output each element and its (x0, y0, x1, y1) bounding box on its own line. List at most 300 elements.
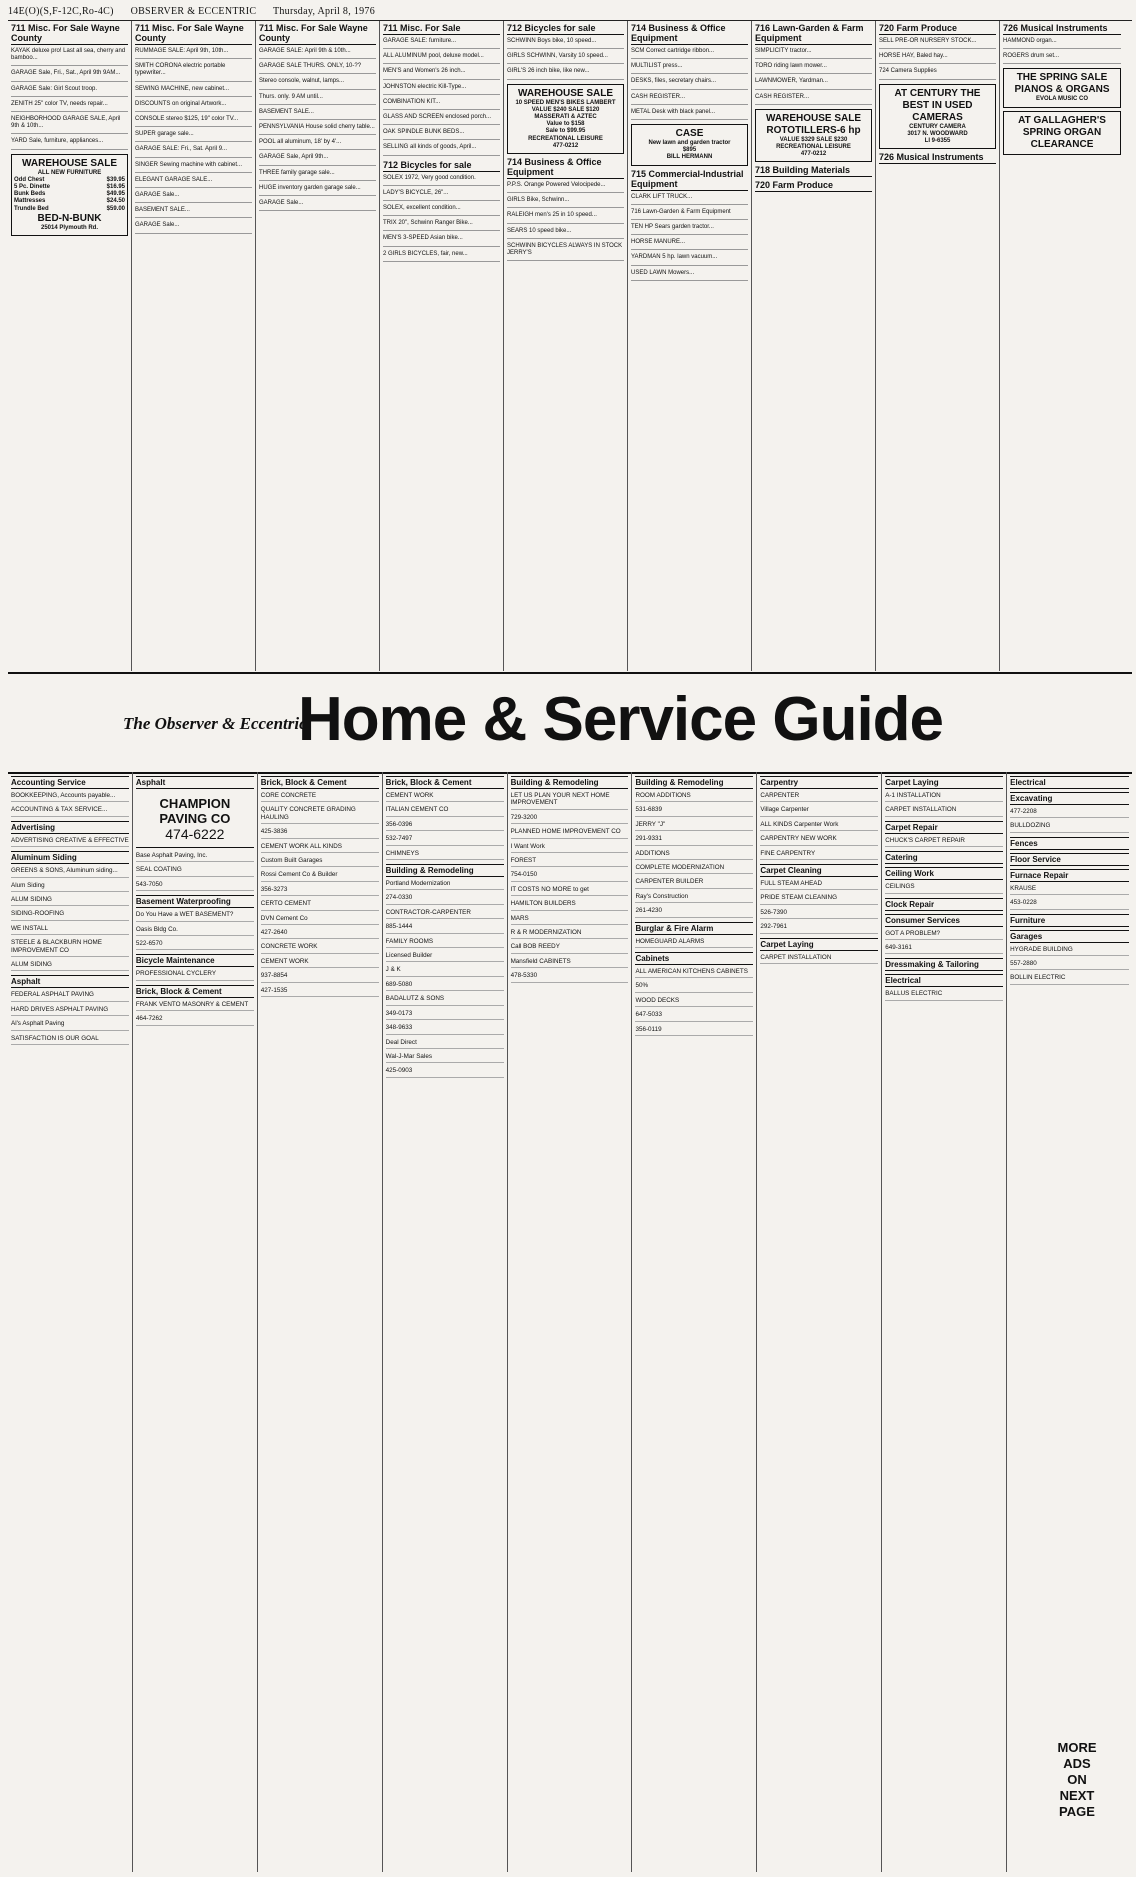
classified-column (256, 21, 380, 671)
classified-ad: HORSE HAY, Baled hay... (879, 53, 996, 64)
category-heading: Building & Remodeling (511, 776, 629, 789)
classified-ad: PENNSYLVANIA House solid cherry table... (259, 124, 376, 135)
guide-column (757, 772, 882, 1872)
classified-ad: SOLEX 1972, Very good condition. (383, 175, 500, 186)
service-ad: Do You Have a WET BASEMENT? (136, 911, 254, 921)
service-ad: CONCRETE WORK (261, 943, 379, 953)
display-ad-line: 3017 N. WOODWARD (907, 130, 968, 137)
category-heading: Asphalt (11, 975, 129, 988)
display-ad-line: 477-0212 (800, 151, 827, 158)
category-heading: Burglar & Fire Alarm (635, 922, 753, 935)
classified-ad: MEN'S and Women's 26 inch... (383, 68, 500, 79)
business-name: CHAMPION PAVING CO (159, 796, 231, 826)
section-title: Home & Service Guide (298, 685, 944, 754)
column-heading: 711 Misc. For Sale Wayne County (11, 23, 128, 45)
classified-ad: GARAGE SALE THURS. ONLY, 10-?? (259, 63, 376, 74)
item-price: $49.95 (106, 191, 125, 198)
service-ad: 427-2640 (261, 929, 379, 939)
service-ad: 526-7390 (760, 909, 878, 919)
service-ad: ADDITIONS (635, 850, 753, 860)
category-heading: Carpet Laying (885, 776, 1003, 789)
service-ad: J & K (386, 966, 504, 976)
category-heading: Carpet Cleaning (760, 864, 878, 877)
display-ad-line: EVOLA MUSIC CO (1035, 96, 1089, 103)
column-subheading: 715 Commercial-Industrial Equipment (631, 169, 748, 191)
classified-ad: YARD Sale, furniture, appliances... (11, 138, 128, 149)
service-ad: Oasis Bldg Co. (136, 926, 254, 936)
classified-ad: 716 Lawn-Garden & Farm Equipment (631, 209, 748, 220)
category-heading: Cabinets (635, 952, 753, 965)
classified-ad: BASEMENT SALE... (259, 109, 376, 120)
category-heading: Building & Remodeling (635, 776, 753, 789)
classified-ad: HORSE MANURE... (631, 239, 748, 250)
classified-ad: TEN HP Sears garden tractor... (631, 224, 748, 235)
price-row (14, 198, 125, 205)
display-ad-subtitle: 10 SPEED MEN'S BIKES LAMBERT (515, 99, 616, 106)
service-ad: 274-0330 (386, 894, 504, 904)
service-ad: GOT A PROBLEM? (885, 930, 1003, 940)
category-heading: Catering (885, 851, 1003, 864)
classified-ad: GLASS AND SCREEN enclosed porch... (383, 114, 500, 125)
service-ad: 349-0173 (386, 1010, 504, 1020)
service-ad: 478-5330 (511, 972, 629, 982)
category-heading: Bicycle Maintenance (136, 954, 254, 967)
classified-ad: 2 GIRLS BICYCLES, fair, new... (383, 251, 500, 262)
classified-ad: OAK SPINDLE BUNK BEDS... (383, 129, 500, 140)
service-ad: SIDING-ROOFING (11, 910, 129, 920)
category-heading: Carpet Repair (885, 821, 1003, 834)
service-ad: HYGRADE BUILDING (1010, 946, 1129, 956)
service-ad: 543-7050 (136, 881, 254, 891)
service-ad: PLANNED HOME IMPROVEMENT CO (511, 828, 629, 838)
service-ad: HAMILTON BUILDERS (511, 900, 629, 910)
item-price: $59.00 (106, 205, 125, 212)
service-ad: 348-9633 (386, 1024, 504, 1034)
classified-ad: SELLING all kinds of goods, April... (383, 144, 500, 155)
category-heading: Clock Repair (885, 898, 1003, 911)
classified-ad: SINGER Sewing machine with cabinet... (135, 162, 252, 173)
phone-number: 474-6222 (165, 826, 225, 842)
classified-ad: POOL all aluminum, 18' by 4'... (259, 139, 376, 150)
classified-column (504, 21, 628, 671)
classified-section (8, 20, 1132, 671)
category-heading: Ceiling Work (885, 867, 1003, 880)
service-ad: 531-6839 (635, 806, 753, 816)
classified-ad: MULTILIST press... (631, 63, 748, 74)
classified-ad: SIMPLICITY tractor... (755, 48, 872, 59)
classified-column (380, 21, 504, 671)
service-ad: 425-3836 (261, 828, 379, 838)
display-ad-title: WAREHOUSE SALE (517, 87, 613, 99)
service-ad: ALL AMERICAN KITCHENS CABINETS (635, 968, 753, 978)
service-ad: FINE CARPENTRY (760, 850, 878, 860)
display-ad-title: WAREHOUSE SALE ROTOTILLERS-6 hp (765, 112, 861, 136)
category-heading: Consumer Services (885, 914, 1003, 927)
service-ad: 261-4230 (635, 907, 753, 917)
guide-column (882, 772, 1007, 1872)
service-ad: 425-0903 (386, 1067, 504, 1077)
classified-ad: SEARS 10 speed bike... (507, 228, 624, 239)
classified-ad: THREE family garage sale... (259, 170, 376, 181)
display-ad-footer: BED-N-BUNK (37, 212, 102, 224)
display-ad-line: RECREATIONAL LEISURE (776, 144, 851, 151)
category-heading: Fences (1010, 837, 1129, 850)
display-ad (507, 84, 624, 154)
service-ad: Mansfield CABINETS (511, 958, 629, 968)
price-row (14, 184, 125, 191)
service-ad: Custom Built Garages (261, 857, 379, 867)
category-heading: Building & Remodeling (386, 864, 504, 877)
category-heading: Carpet Laying (760, 938, 878, 951)
category-heading: Aluminum Siding (11, 851, 129, 864)
classified-column (752, 21, 876, 671)
more-ads-word: NEXT (1059, 1788, 1095, 1803)
service-ad: COMPLETE MODERNIZATION (635, 864, 753, 874)
service-ad: 291-9331 (635, 835, 753, 845)
display-ad-title: AT GALLAGHER'S SPRING ORGAN CLEARANCE (1018, 114, 1106, 150)
page-header (8, 6, 1128, 20)
classified-ad: CLARK LIFT TRUCK... (631, 194, 748, 205)
service-ad: 689-5080 (386, 981, 504, 991)
classified-ad: RUMMAGE SALE: April 9th, 10th... (135, 48, 252, 59)
service-ad: I Want Work (511, 843, 629, 853)
category-heading: Garages (1010, 930, 1129, 943)
service-ad: 464-7262 (136, 1015, 254, 1025)
guide-column (258, 772, 383, 1872)
classified-ad: Thurs. only. 9 AM until... (259, 94, 376, 105)
column-subheading: 712 Bicycles for sale (383, 160, 500, 172)
service-ad: WOOD DECKS (635, 997, 753, 1007)
item-name: 5 Pc. Dinette (14, 184, 51, 191)
classified-ad: GIRLS Bike, Schwinn... (507, 197, 624, 208)
price-row (14, 177, 125, 184)
service-ad: KRAUSE (1010, 885, 1129, 895)
classified-ad: KAYAK deluxe pro! Last all sea, cherry and bamboo... (11, 48, 128, 66)
classified-ad: YARDMAN 5 hp. lawn vacuum... (631, 254, 748, 265)
classified-ad: GARAGE Sale, Fri., Sat., April 9th 9AM... (11, 70, 128, 81)
classified-ad: USED LAWN Mowers... (631, 270, 748, 281)
service-ad: CARPENTER BUILDER (635, 878, 753, 888)
classified-ad: MEN'S 3-SPEED Asian bike... (383, 235, 500, 246)
classified-ad: LADY'S BICYCLE, 26"... (383, 190, 500, 201)
display-ad (879, 84, 996, 150)
service-ad: BOOKKEEPING, Accounts payable... (11, 792, 129, 802)
classified-ad: Stereo console, walnut, lamps... (259, 78, 376, 89)
category-heading: Dressmaking & Tailoring (885, 958, 1003, 971)
column-heading: 711 Misc. For Sale Wayne County (135, 23, 252, 45)
service-ad: CHIMNEYS (386, 850, 504, 860)
classified-ad: DISCOUNTS on original Artwork... (135, 101, 252, 112)
service-ad: PRIDE STEAM CLEANING (760, 894, 878, 904)
classified-ad: ZENITH 25" color TV, needs repair... (11, 101, 128, 112)
classified-ad: HUGE inventory garden garage sale... (259, 185, 376, 196)
classified-ad: DESKS, files, secretary chairs... (631, 78, 748, 89)
classified-ad: GARAGE Sale: Girl Scout troop. (11, 86, 128, 97)
service-ad: QUALITY CONCRETE GRADING HAULING (261, 806, 379, 824)
service-ad: BOLLIN ELECTRIC (1010, 974, 1129, 984)
classified-ad: HAMMOND organ... (1003, 38, 1121, 49)
classified-ad: SMITH CORONA electric portable typewriter... (135, 63, 252, 81)
classified-ad: GARAGE SALE: furniture... (383, 38, 500, 49)
more-ads-word: ADS (1063, 1756, 1091, 1771)
column-heading: 711 Misc. For Sale Wayne County (259, 23, 376, 45)
service-ad: ROOM ADDITIONS (635, 792, 753, 802)
guide-column (383, 772, 508, 1872)
item-price: $39.95 (106, 176, 125, 183)
display-ad-line: Sale to $99.95 (545, 128, 586, 135)
service-ad: FULL STEAM AHEAD (760, 880, 878, 890)
service-ad: Village Carpenter (760, 806, 878, 816)
service-ad: CEMENT WORK (386, 792, 504, 802)
display-ad (11, 154, 128, 236)
service-ad: R & R MODERNIZATION (511, 929, 629, 939)
display-ad-line: LI 9-6355 (924, 138, 951, 145)
classified-ad: GARAGE Sale... (135, 192, 252, 203)
more-ads-word: ON (1067, 1772, 1087, 1787)
column-heading: 720 Farm Produce (879, 23, 996, 35)
display-ad-line: $895 (682, 147, 697, 154)
service-ad: LET US PLAN YOUR NEXT HOME IMPROVEMENT (511, 792, 629, 810)
display-ad (631, 124, 748, 166)
service-ad: ITALIAN CEMENT CO (386, 806, 504, 816)
column-heading: 712 Bicycles for sale (507, 23, 624, 35)
service-ad: Licensed Builder (386, 952, 504, 962)
service-ad: A-1 INSTALLATION (885, 792, 1003, 802)
service-ad: FOREST (511, 857, 629, 867)
display-ad-title: CASE (675, 128, 704, 140)
service-ad: 647-5033 (635, 1011, 753, 1021)
service-ad: HARD DRIVES ASPHALT PAVING (11, 1006, 129, 1016)
issue-date: Thursday, April 8, 1976 (272, 6, 376, 17)
service-ad: 292-7961 (760, 923, 878, 933)
page-code: 14E(O)(S,F-12C,Ro-4C) (8, 6, 114, 17)
column-subheading: 726 Musical Instruments (879, 152, 996, 164)
service-ad: CEMENT WORK (261, 958, 379, 968)
column-heading: 726 Musical Instruments (1003, 23, 1121, 35)
category-heading: Brick, Block & Cement (386, 776, 504, 789)
service-ad: GREENS & SONS, Aluminum siding... (11, 867, 129, 877)
item-name: Bunk Beds (14, 191, 46, 198)
category-heading: Carpentry (760, 776, 878, 789)
display-ad-title: AT CENTURY THE BEST IN USED CAMERAS (894, 87, 981, 123)
classified-ad: SCHWINN BICYCLES ALWAYS IN STOCK JERRY'S (507, 243, 624, 261)
column-heading: 714 Business & Office Equipment (631, 23, 748, 45)
service-ad: IT COSTS NO MORE to get (511, 886, 629, 896)
paper-name: OBSERVER & ECCENTRIC (130, 6, 257, 17)
guide-column (1007, 772, 1132, 1872)
classified-ad: TORO riding lawn mower... (755, 63, 872, 74)
service-ad: 50% (635, 982, 753, 992)
service-ad: 649-3161 (885, 944, 1003, 954)
service-ad: CARPENTER (760, 792, 878, 802)
service-ad: Call BOB REEDY (511, 943, 629, 953)
service-ad: JERRY "J" (635, 821, 753, 831)
service-ad: HOMEGUARD ALARMS (635, 938, 753, 948)
classified-column (876, 21, 1000, 671)
classified-ad: CONSOLE stereo $125, 19" color TV... (135, 116, 252, 127)
guide-column (508, 772, 633, 1872)
service-ad: 356-0396 (386, 821, 504, 831)
price-row (14, 191, 125, 198)
item-price: $16.95 (106, 184, 125, 191)
service-ad: Portland Modernization (386, 880, 504, 890)
classified-ad: JOHNSTON electric Kill-Type... (383, 84, 500, 95)
display-ad (755, 109, 872, 163)
classified-ad: SUPER garage sale... (135, 131, 252, 142)
service-ad: 453-0228 (1010, 899, 1129, 909)
classified-ad: NEIGHBORHOOD GARAGE SALE, April 9th & 10th... (11, 116, 128, 134)
classified-ad: LAWNMOWER, Yardman... (755, 78, 872, 89)
classified-ad: GARAGE SALE: April 9th & 10th... (259, 48, 376, 59)
display-ad-line: 477-0212 (552, 142, 579, 149)
service-ad: Wal-J-Mar Sales (386, 1053, 504, 1063)
category-heading: Floor Service (1010, 853, 1129, 866)
more-ads-word: PAGE (1059, 1804, 1095, 1819)
service-ad: ALUM SIDING (11, 961, 129, 971)
service-ad: ADVERTISING CREATIVE & EFFECTIVE (11, 837, 129, 847)
guide-column (133, 772, 258, 1872)
category-heading: Basement Waterproofing (136, 895, 254, 908)
classified-ad: GARAGE Sale... (135, 222, 252, 233)
category-heading: Excavating (1010, 792, 1129, 805)
service-ad: BALLUS ELECTRIC (885, 990, 1003, 1000)
category-heading: Furnace Repair (1010, 869, 1129, 882)
service-ad: BULLDOZING (1010, 822, 1129, 832)
item-name: Mattresses (14, 198, 46, 205)
display-ad-line: VALUE $329 SALE $230 (779, 136, 848, 143)
classified-ad: SCM Correct cartridge ribbon... (631, 48, 748, 59)
more-ads-notice (1032, 1740, 1122, 1820)
classified-ad: ELEGANT GARAGE SALE... (135, 177, 252, 188)
classified-ad: METAL Desk with black panel... (631, 109, 748, 120)
service-ad: 477-2208 (1010, 808, 1129, 818)
category-heading: Accounting Service (11, 776, 129, 789)
classified-ad: GARAGE Sale... (259, 200, 376, 211)
column-subheading: 718 Building Materials (755, 165, 872, 177)
column-heading: 716 Lawn-Garden & Farm Equipment (755, 23, 872, 45)
service-ad: 522-6570 (136, 940, 254, 950)
service-ad: PROFESSIONAL CYCLERY (136, 970, 254, 980)
item-price: $24.50 (106, 198, 125, 205)
classified-ad: BASEMENT SALE... (135, 207, 252, 218)
display-ad-line: Value to $158 (546, 121, 585, 128)
service-ad: ALL KINDS Carpenter Work (760, 821, 878, 831)
service-ad: CARPET INSTALLATION (885, 806, 1003, 816)
service-ad: FEDERAL ASPHALT PAVING (11, 991, 129, 1001)
category-heading: Advertising (11, 821, 129, 834)
classified-ad: CASH REGISTER... (755, 94, 872, 105)
display-ad-subtitle: ALL NEW FURNITURE (37, 169, 102, 176)
service-ad: 532-7497 (386, 835, 504, 845)
guide-column (8, 772, 133, 1872)
display-ad-line: CENTURY CAMERA (909, 123, 966, 130)
classified-ad: SOLEX, excellent condition... (383, 205, 500, 216)
service-ad: SEAL COATING (136, 866, 254, 876)
item-name: Trundle Bed (14, 205, 49, 212)
service-ad: FRANK VENTO MASONRY & CEMENT (136, 1001, 254, 1011)
category-heading: Brick, Block & Cement (261, 776, 379, 789)
classified-column (8, 21, 132, 671)
classified-ad: GIRLS SCHWINN, Varsity 10 speed... (507, 53, 624, 64)
classified-ad: ROGERS drum set... (1003, 53, 1121, 64)
display-ad-line: BILL HERMANN (666, 154, 713, 161)
service-ad: DVN Cement Co (261, 915, 379, 925)
service-guide (8, 772, 1132, 1872)
service-ad: CORE CONCRETE (261, 792, 379, 802)
category-heading: Electrical (1010, 776, 1129, 789)
service-ad: 754-0150 (511, 871, 629, 881)
classified-ad: COMBINATION KIT... (383, 99, 500, 110)
display-ad-line: MASSERATI & AZTEC (534, 114, 597, 121)
display-ad (1003, 111, 1121, 155)
classified-ad: 724 Camera Supplies (879, 68, 996, 79)
masthead (8, 672, 1132, 774)
display-ad-address: 25014 Plymouth Rd. (40, 224, 99, 231)
classified-column (1000, 21, 1124, 671)
classified-ad: SCHWINN Boys bike, 10 speed... (507, 38, 624, 49)
service-ad: 427-1535 (261, 987, 379, 997)
service-ad: CEMENT WORK ALL KINDS (261, 843, 379, 853)
classified-ad: RALEIGH men's 25 in 10 speed... (507, 212, 624, 223)
display-ad (1003, 68, 1121, 107)
classified-ad: P.P.S. Orange Powered Velocipede... (507, 182, 624, 193)
classified-ad: GARAGE SALE: Fri., Sat. April 9... (135, 146, 252, 157)
item-name: Odd Chest (14, 176, 45, 183)
classified-ad: GARAGE Sale, April 9th... (259, 154, 376, 165)
service-ad: 729-3200 (511, 814, 629, 824)
category-heading: Electrical (885, 974, 1003, 987)
category-heading: Brick, Block & Cement (136, 985, 254, 998)
more-ads-word: MORE (1057, 1740, 1097, 1755)
service-ad: CHUCK'S CARPET REPAIR (885, 837, 1003, 847)
classified-ad: TRIX 20", Schwinn Ranger Bike... (383, 220, 500, 231)
column-subheading: 714 Business & Office Equipment (507, 157, 624, 179)
guide-column (632, 772, 757, 1872)
service-ad: 557-2880 (1010, 960, 1129, 970)
column-heading: 711 Misc. For Sale (383, 23, 500, 35)
service-ad: STEELE & BLACKBURN HOME IMPROVEMENT CO (11, 939, 129, 957)
classified-ad: SELL PRE-OR NURSERY STOCK... (879, 38, 996, 49)
display-ad-line: New lawn and garden tractor (648, 140, 731, 147)
newspaper-logo: The Observer & Eccentric (123, 714, 307, 733)
classified-ad: SEWING MACHINE, new cabinet... (135, 86, 252, 97)
service-ad: Ray's Construction (635, 893, 753, 903)
service-ad: 356-3273 (261, 886, 379, 896)
classified-column (628, 21, 752, 671)
service-ad: Rossi Cement Co & Builder (261, 871, 379, 881)
category-heading: Asphalt (136, 776, 254, 789)
service-ad: CARPET INSTALLATION (760, 954, 878, 964)
service-ad: 356-0119 (635, 1026, 753, 1036)
display-ad-line: VALUE $240 SALE $120 (531, 106, 600, 113)
service-ad: SATISFACTION IS OUR GOAL (11, 1035, 129, 1045)
service-ad: Base Asphalt Paving, Inc. (136, 852, 254, 862)
service-ad: MARS (511, 915, 629, 925)
service-ad: WE INSTALL (11, 925, 129, 935)
service-ad: FAMILY ROOMS (386, 938, 504, 948)
service-ad: CEILINGS (885, 883, 1003, 893)
display-ad-line: RECREATIONAL LEISURE (528, 135, 603, 142)
service-ad: 937-8854 (261, 972, 379, 982)
service-ad: ALUM SIDING (11, 896, 129, 906)
classified-ad: CASH REGISTER... (631, 94, 748, 105)
service-ad: CARPENTRY NEW WORK (760, 835, 878, 845)
price-row (14, 206, 125, 213)
classified-column (132, 21, 256, 671)
display-ad-title: THE SPRING SALE PIANOS & ORGANS (1014, 72, 1110, 96)
service-ad: Al's Asphalt Paving (11, 1020, 129, 1030)
category-heading: Furniture (1010, 914, 1129, 927)
